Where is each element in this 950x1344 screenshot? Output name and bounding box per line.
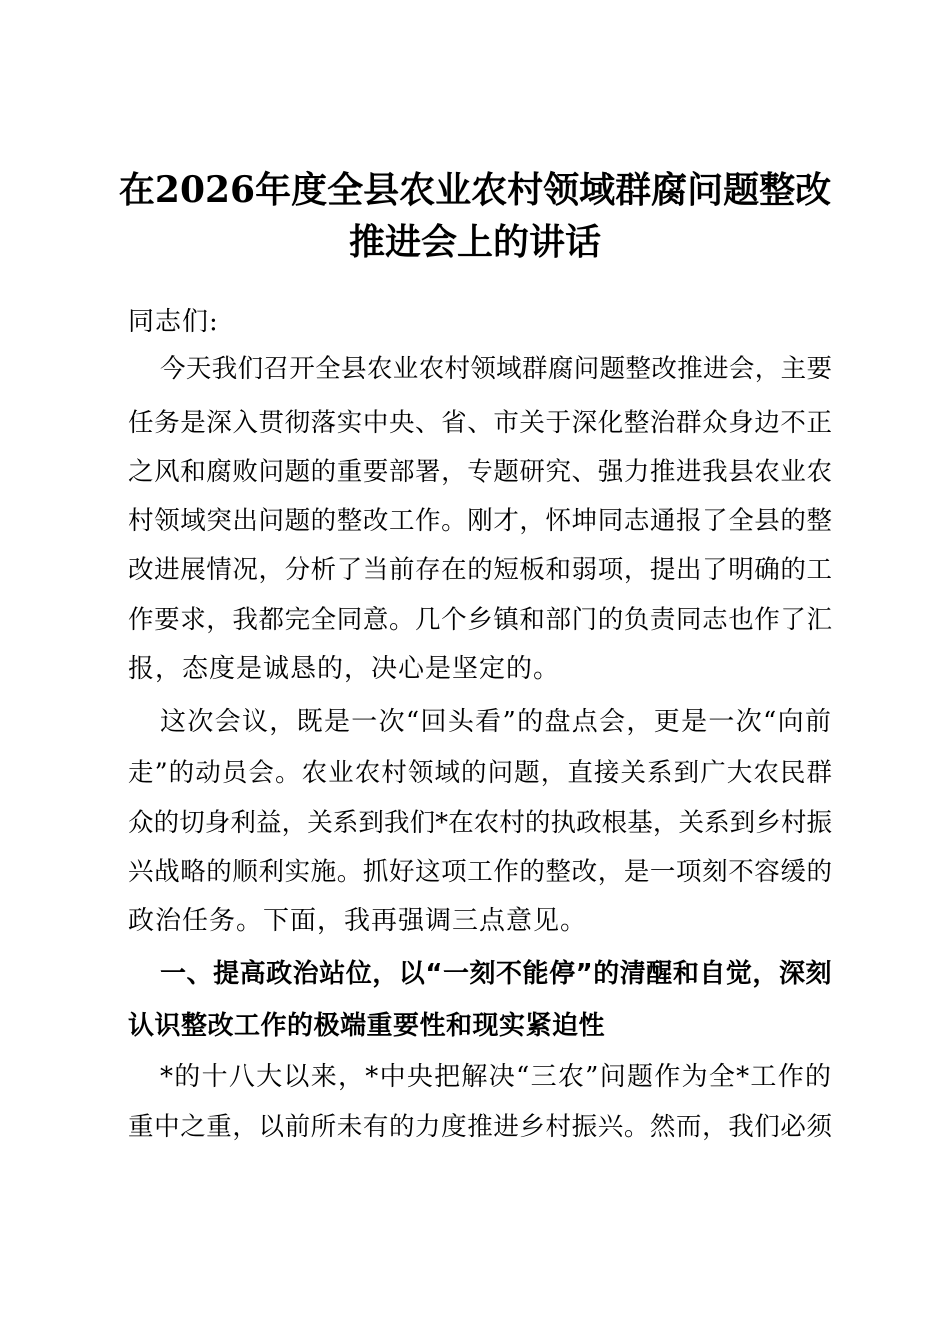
paragraph-2-line-2: 走”的动员会。农业农村领域的问题，直接关系到广大农民群	[128, 758, 832, 788]
paragraph-2-line-5: 政治任务。下面，我再强调三点意见。	[128, 906, 588, 936]
paragraph-1-line-3: 之风和腐败问题的重要部署，专题研究、强力推进我县农业农	[128, 457, 832, 487]
paragraph-1-line-5: 改进展情况，分析了当前存在的短板和弱项，提出了明确的工	[128, 555, 832, 585]
paragraph-3-line-1: *的十八大以来，*中央把解决“三农”问题作为全*工作的	[160, 1062, 832, 1092]
paragraph-1-line-4: 村领域突出问题的整改工作。刚才，怀坤同志通报了全县的整	[128, 506, 832, 536]
section-heading-1-line-1: 一、提高政治站位，以“一刻不能停”的清醒和自觉，深刻	[160, 959, 832, 989]
document-title-line-1: 在2026年度全县农业农村领域群腐问题整改	[118, 169, 832, 211]
paragraph-1-line-7: 报，态度是诚恳的，决心是坚定的。	[128, 654, 561, 684]
paragraph-2-line-4: 兴战略的顺利实施。抓好这项工作的整改，是一项刻不容缓的	[128, 857, 832, 887]
document-title-line-2: 推进会上的讲话	[348, 221, 601, 263]
paragraph-2-line-3: 众的切身利益，关系到我们*在农村的执政根基，关系到乡村振	[128, 808, 832, 838]
paragraph-2-line-1: 这次会议，既是一次“回头看”的盘点会，更是一次“向前	[160, 707, 832, 737]
paragraph-3-line-2: 重中之重，以前所未有的力度推进乡村振兴。然而，我们必须	[128, 1112, 832, 1142]
section-heading-1-line-2: 认识整改工作的极端重要性和现实紧迫性	[128, 1011, 606, 1041]
paragraph-1-line-1: 今天我们召开全县农业农村领域群腐问题整改推进会，主要	[160, 354, 832, 384]
salutation: 同志们:	[128, 307, 219, 337]
paragraph-1-line-6: 作要求，我都完全同意。几个乡镇和部门的负责同志也作了汇	[128, 605, 832, 635]
paragraph-1-line-2: 任务是深入贯彻落实中央、省、市关于深化整治群众身边不正	[128, 408, 832, 438]
